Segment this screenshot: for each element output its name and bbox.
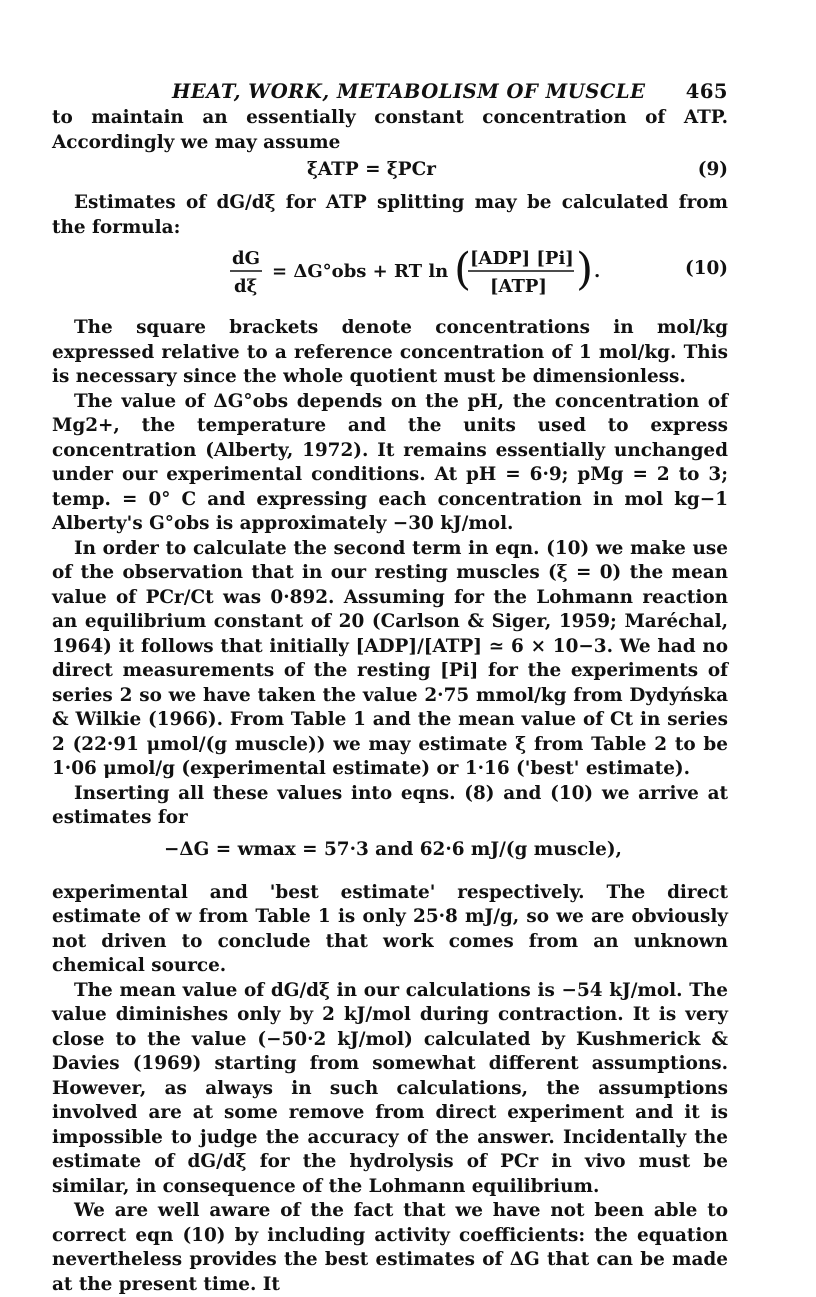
paragraph-7: experimental and 'best estimate' respectively. The direct estimate of w from Table 1 is only 25·8 mJ/g, so we are obviously not driven to conclude that work comes from an unknown chemical source. bbox=[52, 881, 728, 976]
eq10-fraction-numerator: [ADP] [Pi] bbox=[470, 248, 574, 269]
eq10-period: . bbox=[594, 261, 601, 282]
running-header bbox=[52, 80, 728, 106]
paragraph-4: The value of ΔG°obs depends on the pH, the concentration of Mg2+, the temperature and the units used to express concentration (Alberty, 1972). It remains essentially unchanged under our experimental conditions. At pH = 6·9; pMg = 2 to 3; temp. = 0° C and expressing each concentration in mol kg−1 Alberty's G°obs is approximately −30 kJ/mol. bbox=[52, 390, 728, 534]
eq10-rhs: = ΔG°obs + RT ln bbox=[272, 261, 449, 282]
paragraph-1: to maintain an essentially constant concentration of ATP. Accordingly we may assume bbox=[52, 107, 728, 153]
page bbox=[52, 80, 728, 1297]
equation-10-graphic bbox=[222, 240, 622, 302]
paragraph-9: We are well aware of the fact that we have not been able to correct eqn (10) by including activity coefficients: the equation nevertheless provides the best estimates of ΔG that can be made at the present time. It bbox=[52, 1200, 728, 1295]
paragraph-8: The mean value of dG/dξ in our calculations is −54 kJ/mol. The value diminishes only by 2 kJ/mol during contraction. It is very close to the value (−50·2 kJ/mol) calculated by Kushmerick & Davies (1969) starting from somewhat different assumptions. However, as always in such calculations, the assumptions involved are at some remove from direct experiment and it is impossible to judge the accuracy of the answer. Incidentally the estimate of dG/dξ for the hydrolysis of PCr in vivo must be similar, in consequence of the Lohmann equilibrium. bbox=[52, 979, 728, 1197]
eq10-open-paren: ( bbox=[454, 244, 472, 295]
equation-work-body: −ΔG = wmax = 57·3 and 62·6 mJ/(g muscle), bbox=[164, 838, 622, 860]
equation-work bbox=[52, 831, 728, 875]
equation-10-number: (10) bbox=[685, 258, 728, 279]
page-number: 465 bbox=[685, 80, 728, 103]
equation-9-body: ξATP = ξPCr bbox=[307, 159, 436, 180]
eq10-lhs-numerator: dG bbox=[232, 248, 260, 269]
equation-9 bbox=[52, 155, 728, 191]
paragraph-3: The square brackets denote concentrations in mol/kg expressed relative to a reference concentration of 1 mol/kg. This is necessary since the whole quotient must be dimensionless. bbox=[52, 317, 728, 387]
equation-10 bbox=[52, 240, 728, 302]
eq10-lhs-denominator: dξ bbox=[234, 276, 258, 297]
paragraph-2: Estimates of dG/dξ for ATP splitting may be calculated from the formula: bbox=[52, 192, 728, 238]
paragraph-5: In order to calculate the second term in eqn. (10) we make use of the observation that in our resting muscles (ξ = 0) the mean value of PCr/Ct was 0·892. Assuming for the Lohmann reaction an equilibrium constant of 20 (Carlson & Siger, 1959; Maréchal, 1964) it follows that initially [ADP]/[ATP] ≃ 6 × 10−3. We had no direct measurements of the resting [Pi] for the experiments of series 2 so we have taken the value 2·75 mmol/kg from Dydyńska & Wilkie (1966). From Table 1 and the mean value of Ct in series 2 (22·91 μmol/(g muscle)) we may estimate ξ from Table 2 to be 1·06 μmol/g (experimental estimate) or 1·16 ('best' estimate). bbox=[52, 537, 728, 779]
equation-9-number: (9) bbox=[697, 159, 728, 180]
paragraph-6: Inserting all these values into eqns. (8) and (10) we arrive at estimates for bbox=[52, 782, 728, 828]
eq10-fraction-denominator: [ATP] bbox=[490, 276, 547, 297]
eq10-close-paren: ) bbox=[576, 244, 594, 295]
running-title: HEAT, WORK, METABOLISM OF MUSCLE bbox=[172, 80, 646, 103]
